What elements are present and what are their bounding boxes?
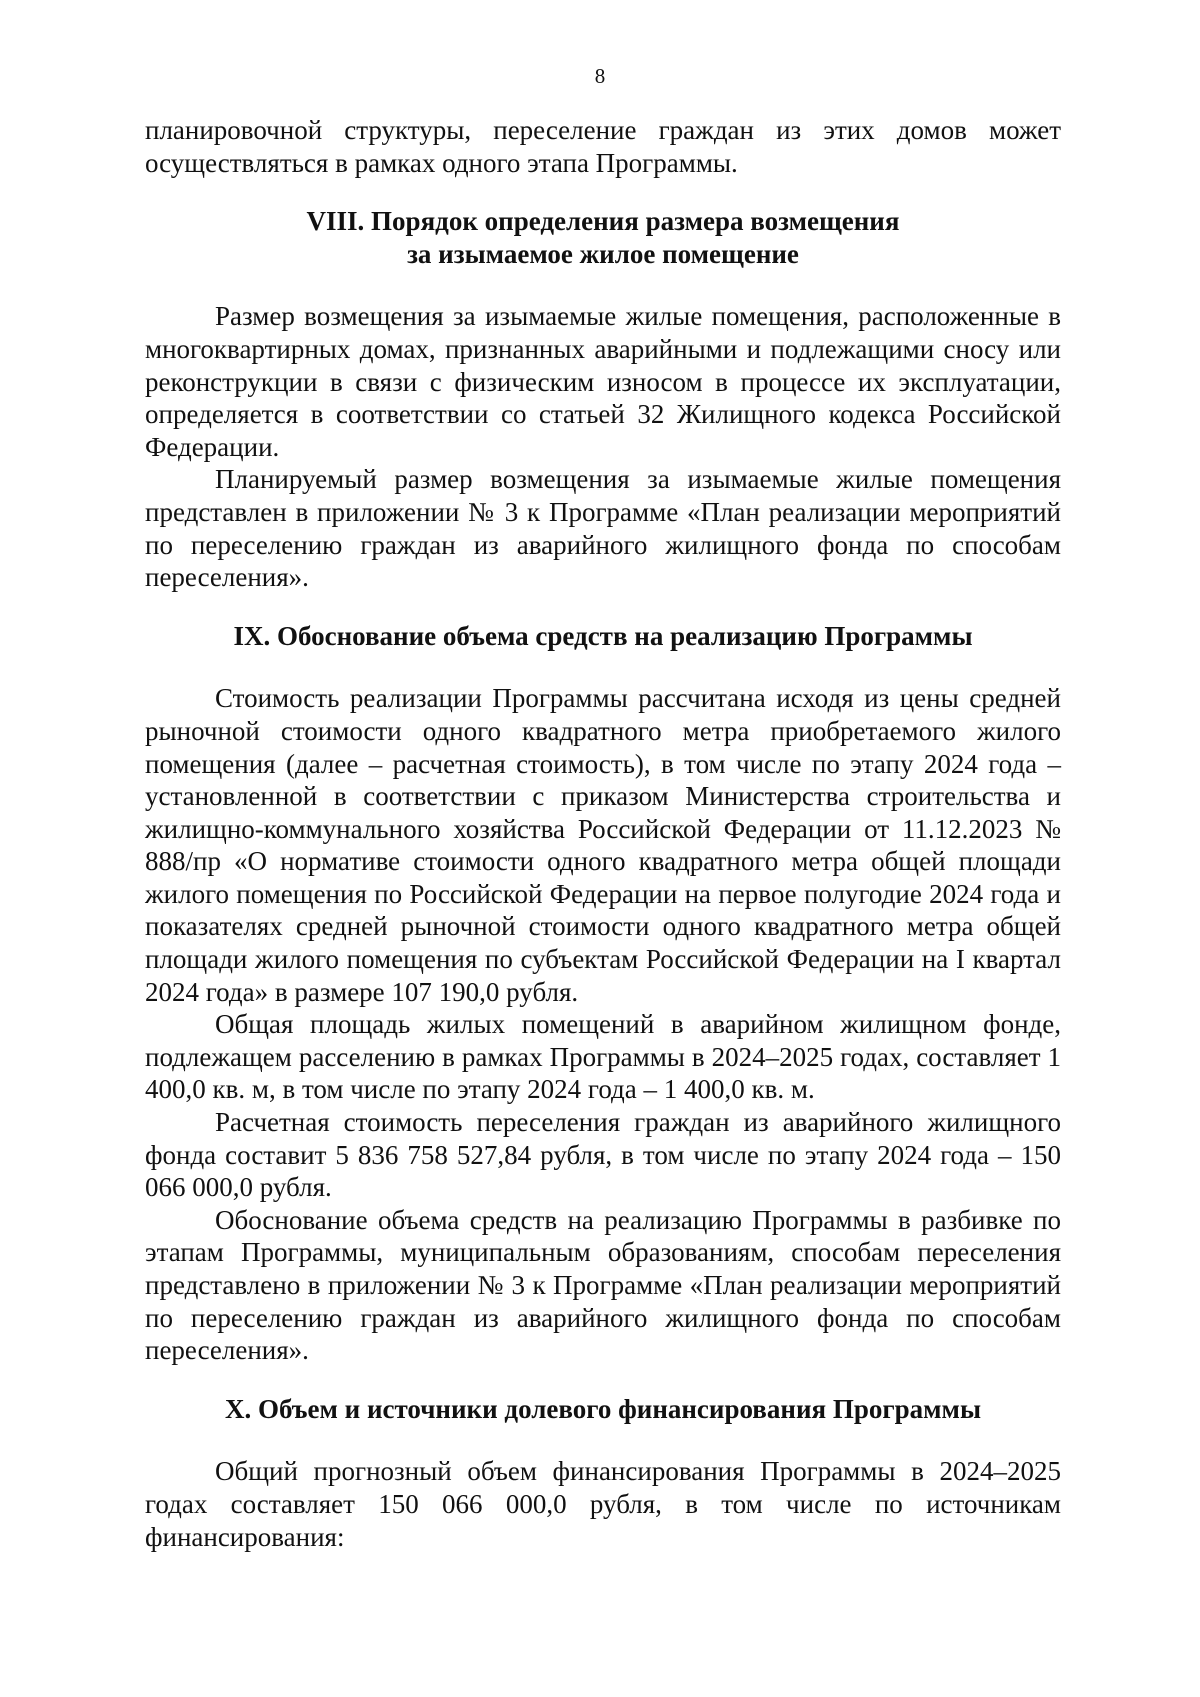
section-9-paragraph-4: Обоснование объема средств на реализацию Программы в разбивке по этапам Программы, муниципальным образованиям, способам переселения представлено в приложении № 3 к Программе «План реализации мероприятий по переселению граждан из аварийного жилищного фонда по способам переселения». bbox=[145, 1204, 1061, 1366]
section-10-paragraph-1: Общий прогнозный объем финансирования Программы в 2024–2025 годах составляет 150 066 000,0 рубля, в том числе по источникам финансирования: bbox=[145, 1456, 1061, 1552]
section-8-title-line-2: за изымаемое жилое помещение bbox=[407, 238, 799, 269]
section-8-paragraph-1: Размер возмещения за изымаемые жилые помещения, расположенные в многоквартирных домах, признанных аварийными и подлежащими сносу или реконструкции в связи с физическим износом в процессе их эксплуатации, определяется в соответствии со статьей 32 Жилищного кодекса Российской Федерации. bbox=[145, 301, 1061, 462]
section-9-paragraph-2: Общая площадь жилых помещений в аварийном жилищном фонде, подлежащем расселению в рамках Программы в 2024–2025 годах, составляет 1 400,0 кв. м, в том числе по этапу 2024 года – 1 400,0 кв. м. bbox=[145, 1009, 1061, 1105]
page-number: 8 bbox=[594, 64, 606, 88]
section-9-paragraph-1: Стоимость реализации Программы рассчитана исходя из цены средней рыночной стоимости одного квадратного метра приобретаемого жилого помещения (далее – расчетная стоимость), в том числе по этапу 2024 года – установленной в соответствии с приказом Министерства строительства и жилищно-коммунального хозяйства Российской Федерации от 11.12.2023 № 888/пр «О нормативе стоимости одного квадратного метра общей площади жилого помещения по Российской Федерации на первое полугодие 2024 года и показателях средней рыночной стоимости одного квадратного метра общей площади жилого помещения по субъектам Российской Федерации на I квартал 2024 года» в размере 107 190,0 рубля. bbox=[145, 683, 1061, 1007]
document-body bbox=[145, 114, 1061, 1553]
intro-paragraph: планировочной структуры, переселение граждан из этих домов может осуществляться в рамках одного этапа Программы. bbox=[145, 115, 1061, 178]
section-9-title: IX. Обоснование объема средств на реализацию Программы bbox=[233, 620, 973, 651]
section-10-title: X. Объем и источники долевого финансирования Программы bbox=[224, 1393, 982, 1424]
section-9-paragraph-3: Расчетная стоимость переселения граждан из аварийного жилищного фонда составит 5 836 758 527,84 рубля, в том числе по этапу 2024 года – 150 066 000,0 рубля. bbox=[145, 1107, 1061, 1203]
section-8-paragraph-2: Планируемый размер возмещения за изымаемые жилые помещения представлен в приложении № 3 к Программе «План реализации мероприятий по переселению граждан из аварийного жилищного фонда по способам переселения». bbox=[145, 464, 1061, 593]
section-8-title bbox=[145, 205, 1061, 270]
section-8-title-line-1: VIII. Порядок определения размера возмещения bbox=[306, 206, 900, 237]
